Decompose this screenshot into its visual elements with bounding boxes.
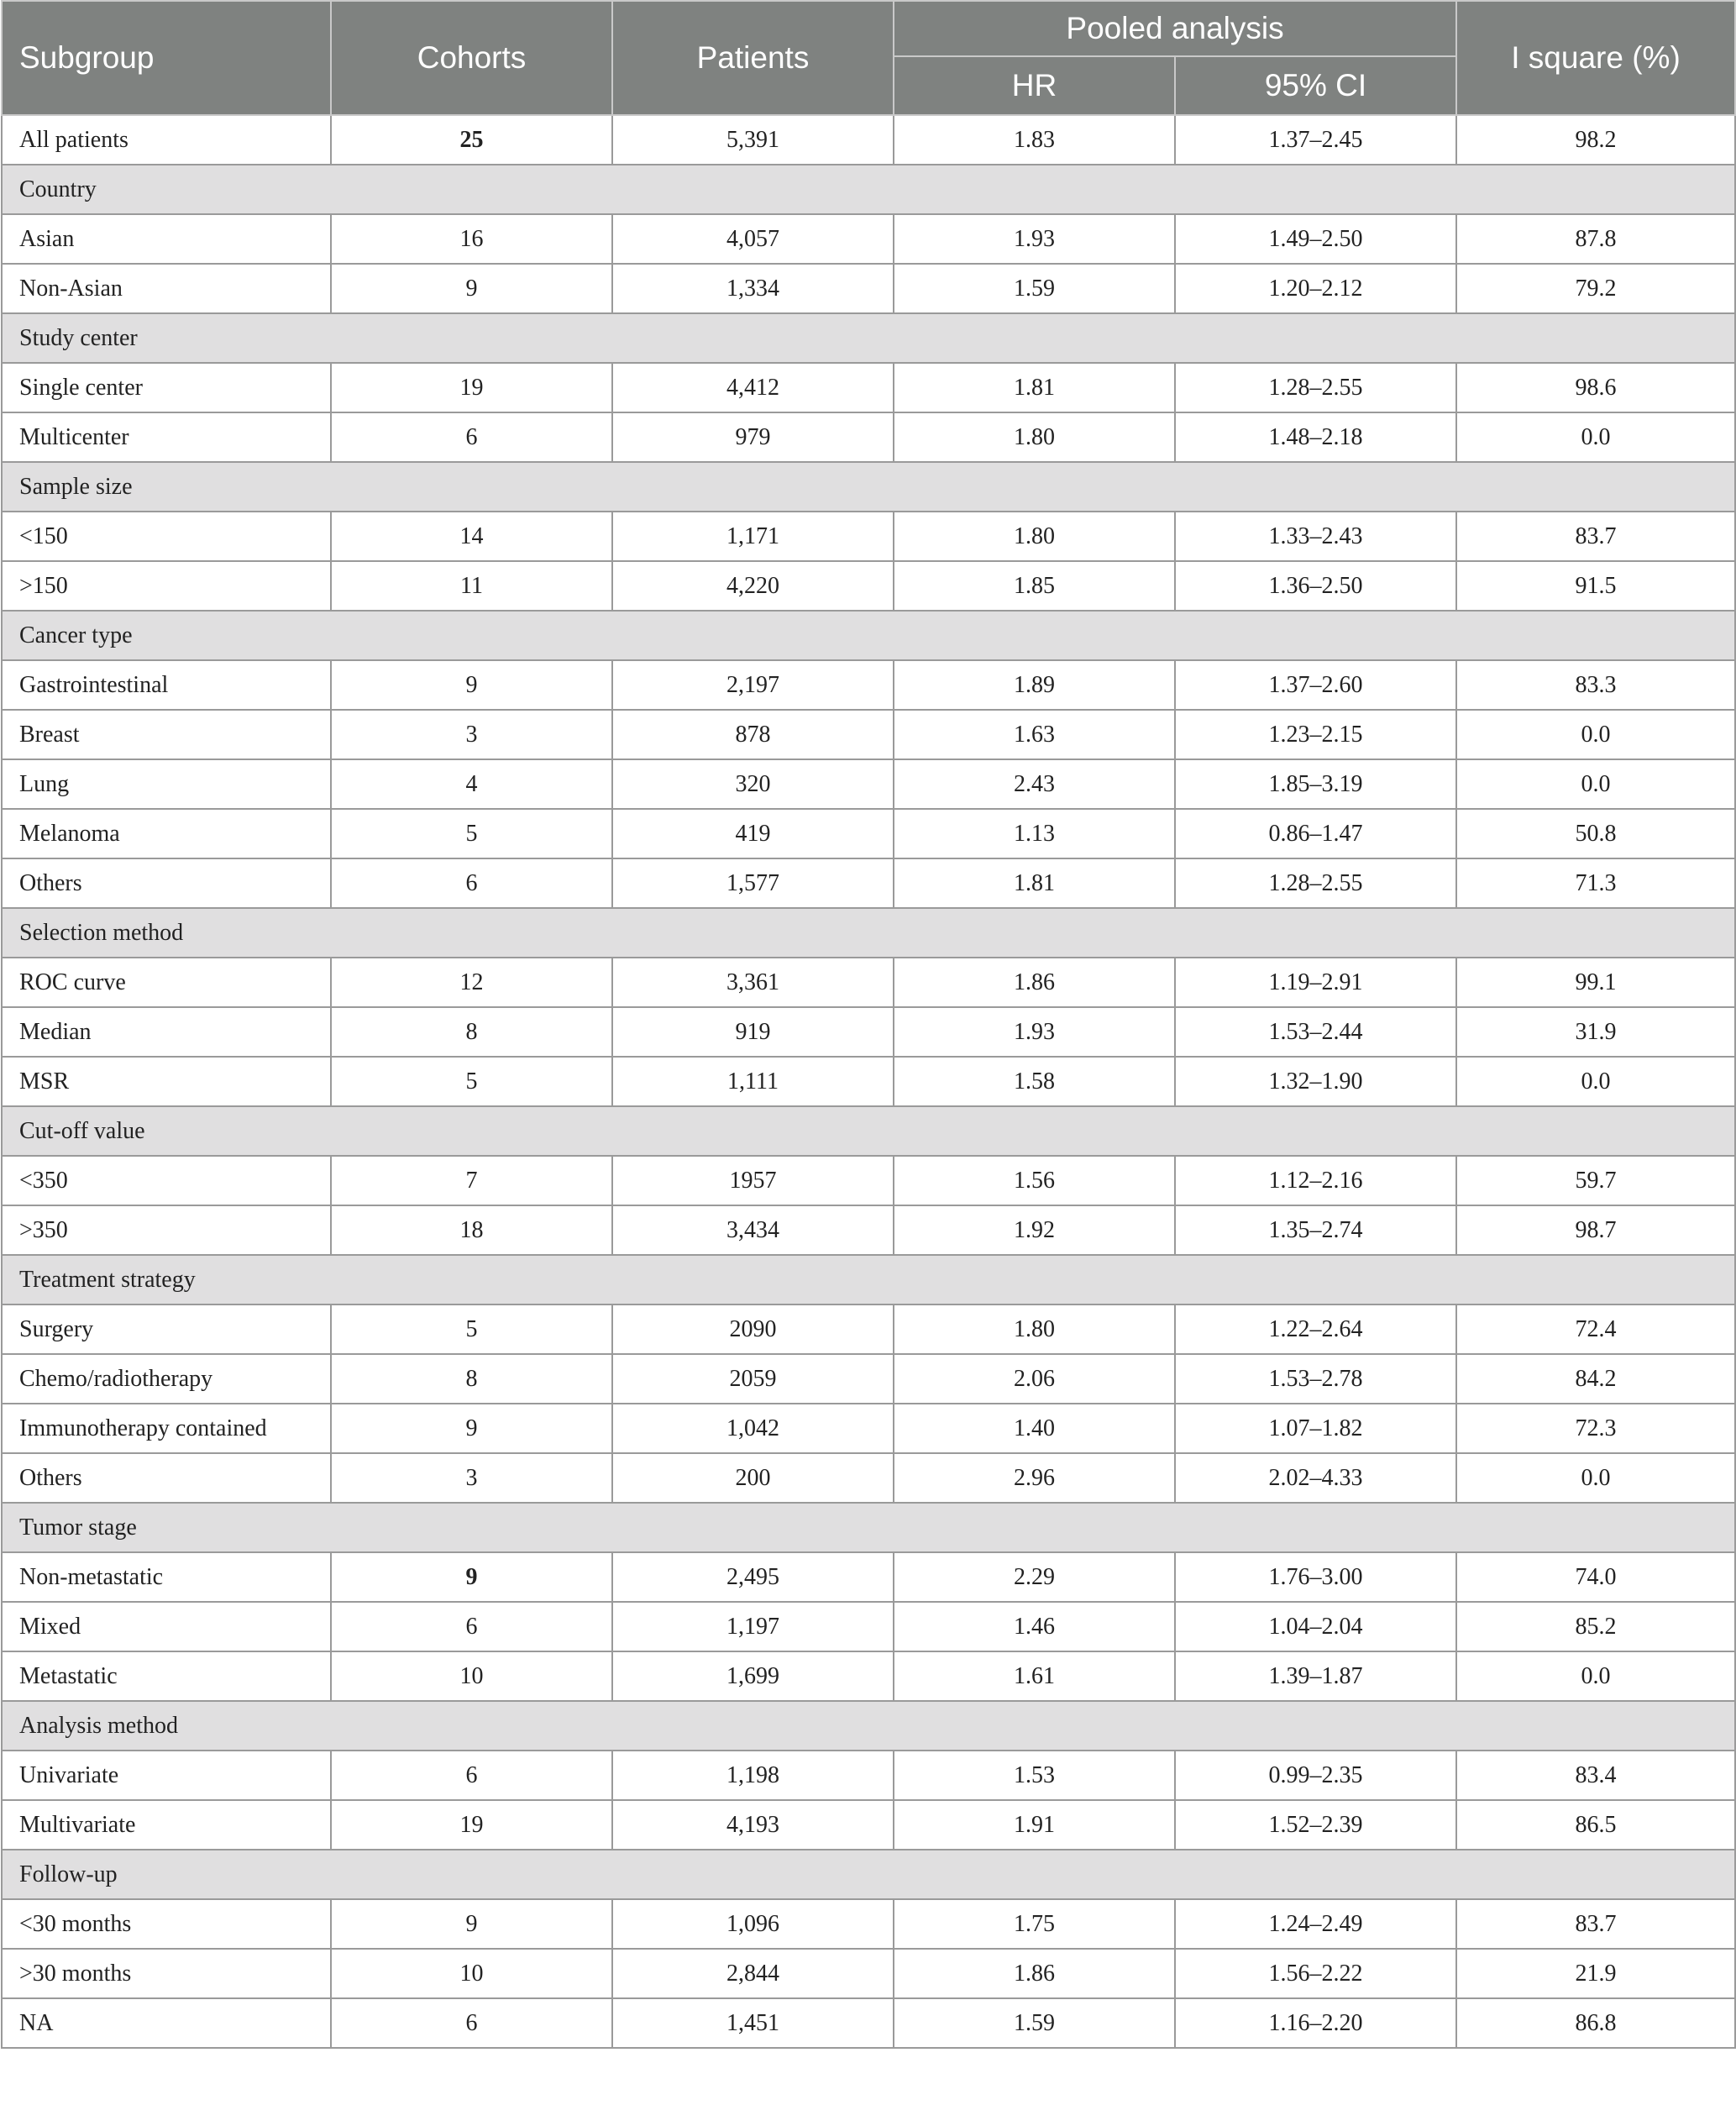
table-row xyxy=(2,660,1735,710)
cohorts-cell: 9 xyxy=(331,1899,612,1949)
i-square-cell: 83.4 xyxy=(1456,1751,1735,1800)
cohorts-cell: 5 xyxy=(331,809,612,858)
ci-cell: 1.07–1.82 xyxy=(1175,1404,1456,1453)
i-square-cell: 86.8 xyxy=(1456,1998,1735,2048)
subgroup-cell: Lung xyxy=(2,759,331,809)
ci-cell: 1.24–2.49 xyxy=(1175,1899,1456,1949)
table-row xyxy=(2,809,1735,858)
header-hr: HR xyxy=(894,56,1175,115)
table-row xyxy=(2,1304,1735,1354)
i-square-cell: 79.2 xyxy=(1456,264,1735,313)
header-cohorts: Cohorts xyxy=(331,1,612,115)
subgroup-cell: Chemo/radiotherapy xyxy=(2,1354,331,1404)
i-square-cell: 0.0 xyxy=(1456,1453,1735,1503)
ci-cell: 1.35–2.74 xyxy=(1175,1205,1456,1255)
subgroup-cell: >350 xyxy=(2,1205,331,1255)
i-square-cell: 98.2 xyxy=(1456,115,1735,165)
header-i-square: I square (%) xyxy=(1456,1,1735,115)
hr-cell: 1.80 xyxy=(894,412,1175,462)
hr-cell: 1.59 xyxy=(894,1998,1175,2048)
patients-cell: 320 xyxy=(612,759,894,809)
patients-cell: 5,391 xyxy=(612,115,894,165)
i-square-cell: 87.8 xyxy=(1456,214,1735,264)
ci-cell: 1.52–2.39 xyxy=(1175,1800,1456,1850)
hr-cell: 1.46 xyxy=(894,1602,1175,1651)
hr-cell: 1.59 xyxy=(894,264,1175,313)
patients-cell: 1,042 xyxy=(612,1404,894,1453)
patients-cell: 3,434 xyxy=(612,1205,894,1255)
cohorts-cell: 6 xyxy=(331,412,612,462)
group-header-row xyxy=(2,1503,1735,1552)
ci-cell: 1.56–2.22 xyxy=(1175,1949,1456,1998)
subgroup-cell: Single center xyxy=(2,363,331,412)
i-square-cell: 99.1 xyxy=(1456,958,1735,1007)
ci-cell: 1.49–2.50 xyxy=(1175,214,1456,264)
table-row xyxy=(2,1205,1735,1255)
group-header-row xyxy=(2,908,1735,958)
subgroup-cell: ROC curve xyxy=(2,958,331,1007)
cohorts-cell: 5 xyxy=(331,1057,612,1106)
subgroup-cell: Non-Asian xyxy=(2,264,331,313)
table-row xyxy=(2,1800,1735,1850)
cohorts-cell: 12 xyxy=(331,958,612,1007)
i-square-cell: 31.9 xyxy=(1456,1007,1735,1057)
group-label: Cancer type xyxy=(2,611,1735,660)
hr-cell: 1.40 xyxy=(894,1404,1175,1453)
table-row xyxy=(2,1998,1735,2048)
table-body xyxy=(2,115,1735,2048)
subgroup-cell: Univariate xyxy=(2,1751,331,1800)
hr-cell: 1.89 xyxy=(894,660,1175,710)
table-row xyxy=(2,363,1735,412)
header-pooled-analysis: Pooled analysis xyxy=(894,1,1456,56)
table-row xyxy=(2,1404,1735,1453)
hr-cell: 1.81 xyxy=(894,363,1175,412)
ci-cell: 1.37–2.45 xyxy=(1175,115,1456,165)
table-header xyxy=(2,1,1735,115)
patients-cell: 1,699 xyxy=(612,1651,894,1701)
table-row xyxy=(2,1651,1735,1701)
header-subgroup: Subgroup xyxy=(2,1,331,115)
group-label: Tumor stage xyxy=(2,1503,1735,1552)
table-row xyxy=(2,264,1735,313)
table-row xyxy=(2,412,1735,462)
i-square-cell: 71.3 xyxy=(1456,858,1735,908)
i-square-cell: 50.8 xyxy=(1456,809,1735,858)
ci-cell: 1.23–2.15 xyxy=(1175,710,1456,759)
patients-cell: 1,111 xyxy=(612,1057,894,1106)
hr-cell: 2.29 xyxy=(894,1552,1175,1602)
hr-cell: 1.93 xyxy=(894,214,1175,264)
cohorts-cell: 3 xyxy=(331,1453,612,1503)
hr-cell: 1.13 xyxy=(894,809,1175,858)
cohorts-cell: 6 xyxy=(331,1998,612,2048)
patients-cell: 1,198 xyxy=(612,1751,894,1800)
i-square-cell: 0.0 xyxy=(1456,1057,1735,1106)
hr-cell: 1.86 xyxy=(894,1949,1175,1998)
group-label: Study center xyxy=(2,313,1735,363)
group-label: Analysis method xyxy=(2,1701,1735,1751)
hr-cell: 1.92 xyxy=(894,1205,1175,1255)
ci-cell: 0.86–1.47 xyxy=(1175,809,1456,858)
patients-cell: 1,577 xyxy=(612,858,894,908)
hr-cell: 2.43 xyxy=(894,759,1175,809)
patients-cell: 1,171 xyxy=(612,512,894,561)
hr-cell: 1.75 xyxy=(894,1899,1175,1949)
group-label: Selection method xyxy=(2,908,1735,958)
i-square-cell: 98.6 xyxy=(1456,363,1735,412)
hr-cell: 1.56 xyxy=(894,1156,1175,1205)
patients-cell: 4,193 xyxy=(612,1800,894,1850)
i-square-cell: 74.0 xyxy=(1456,1552,1735,1602)
table-row xyxy=(2,958,1735,1007)
patients-cell: 4,220 xyxy=(612,561,894,611)
hr-cell: 1.80 xyxy=(894,512,1175,561)
patients-cell: 4,057 xyxy=(612,214,894,264)
cohorts-cell: 9 xyxy=(331,660,612,710)
cohorts-cell: 6 xyxy=(331,1751,612,1800)
patients-cell: 2090 xyxy=(612,1304,894,1354)
cohorts-cell: 9 xyxy=(331,1552,612,1602)
table-row xyxy=(2,1949,1735,1998)
table-row xyxy=(2,1057,1735,1106)
hr-cell: 1.61 xyxy=(894,1651,1175,1701)
table-row xyxy=(2,1552,1735,1602)
cohorts-cell: 6 xyxy=(331,1602,612,1651)
subgroup-cell: >30 months xyxy=(2,1949,331,1998)
cohorts-cell: 16 xyxy=(331,214,612,264)
i-square-cell: 0.0 xyxy=(1456,412,1735,462)
cohorts-cell: 10 xyxy=(331,1651,612,1701)
subgroup-cell: Immunotherapy contained xyxy=(2,1404,331,1453)
ci-cell: 1.19–2.91 xyxy=(1175,958,1456,1007)
table-row xyxy=(2,858,1735,908)
group-header-row xyxy=(2,1255,1735,1304)
ci-cell: 1.53–2.44 xyxy=(1175,1007,1456,1057)
patients-cell: 4,412 xyxy=(612,363,894,412)
table-row xyxy=(2,1602,1735,1651)
cohorts-cell: 3 xyxy=(331,710,612,759)
hr-cell: 1.83 xyxy=(894,115,1175,165)
subgroup-cell: Others xyxy=(2,858,331,908)
cohorts-cell: 9 xyxy=(331,264,612,313)
subgroup-cell: Mixed xyxy=(2,1602,331,1651)
patients-cell: 1,334 xyxy=(612,264,894,313)
patients-cell: 1,096 xyxy=(612,1899,894,1949)
subgroup-cell: Breast xyxy=(2,710,331,759)
cohorts-cell: 9 xyxy=(331,1404,612,1453)
hr-cell: 1.91 xyxy=(894,1800,1175,1850)
subgroup-cell: Multicenter xyxy=(2,412,331,462)
ci-cell: 0.99–2.35 xyxy=(1175,1751,1456,1800)
table-row xyxy=(2,1007,1735,1057)
ci-cell: 1.53–2.78 xyxy=(1175,1354,1456,1404)
cohorts-cell: 7 xyxy=(331,1156,612,1205)
subgroup-cell: <350 xyxy=(2,1156,331,1205)
group-label: Treatment strategy xyxy=(2,1255,1735,1304)
patients-cell: 2,844 xyxy=(612,1949,894,1998)
cohorts-cell: 25 xyxy=(331,115,612,165)
cohorts-cell: 8 xyxy=(331,1354,612,1404)
patients-cell: 2059 xyxy=(612,1354,894,1404)
table-row xyxy=(2,1453,1735,1503)
table-row xyxy=(2,512,1735,561)
ci-cell: 2.02–4.33 xyxy=(1175,1453,1456,1503)
cohorts-cell: 18 xyxy=(331,1205,612,1255)
subgroup-cell: Others xyxy=(2,1453,331,1503)
hr-cell: 2.06 xyxy=(894,1354,1175,1404)
patients-cell: 1957 xyxy=(612,1156,894,1205)
hr-cell: 1.53 xyxy=(894,1751,1175,1800)
group-header-row xyxy=(2,462,1735,512)
table-row xyxy=(2,1354,1735,1404)
i-square-cell: 91.5 xyxy=(1456,561,1735,611)
header-patients: Patients xyxy=(612,1,894,115)
patients-cell: 2,495 xyxy=(612,1552,894,1602)
ci-cell: 1.48–2.18 xyxy=(1175,412,1456,462)
subgroup-cell: Metastatic xyxy=(2,1651,331,1701)
patients-cell: 2,197 xyxy=(612,660,894,710)
i-square-cell: 0.0 xyxy=(1456,1651,1735,1701)
ci-cell: 1.76–3.00 xyxy=(1175,1552,1456,1602)
ci-cell: 1.16–2.20 xyxy=(1175,1998,1456,2048)
i-square-cell: 83.7 xyxy=(1456,1899,1735,1949)
subgroup-cell: Multivariate xyxy=(2,1800,331,1850)
cohorts-cell: 5 xyxy=(331,1304,612,1354)
subgroup-cell: MSR xyxy=(2,1057,331,1106)
patients-cell: 1,197 xyxy=(612,1602,894,1651)
patients-cell: 3,361 xyxy=(612,958,894,1007)
subgroup-cell: All patients xyxy=(2,115,331,165)
ci-cell: 1.32–1.90 xyxy=(1175,1057,1456,1106)
table-row xyxy=(2,710,1735,759)
ci-cell: 1.04–2.04 xyxy=(1175,1602,1456,1651)
ci-cell: 1.39–1.87 xyxy=(1175,1651,1456,1701)
hr-cell: 1.63 xyxy=(894,710,1175,759)
patients-cell: 919 xyxy=(612,1007,894,1057)
cohorts-cell: 6 xyxy=(331,858,612,908)
ci-cell: 1.85–3.19 xyxy=(1175,759,1456,809)
patients-cell: 200 xyxy=(612,1453,894,1503)
hr-cell: 1.80 xyxy=(894,1304,1175,1354)
table-row xyxy=(2,115,1735,165)
i-square-cell: 98.7 xyxy=(1456,1205,1735,1255)
i-square-cell: 84.2 xyxy=(1456,1354,1735,1404)
patients-cell: 1,451 xyxy=(612,1998,894,2048)
group-label: Sample size xyxy=(2,462,1735,512)
hr-cell: 1.93 xyxy=(894,1007,1175,1057)
subgroup-analysis-table xyxy=(1,0,1736,2049)
subgroup-cell: Median xyxy=(2,1007,331,1057)
cohorts-cell: 8 xyxy=(331,1007,612,1057)
group-header-row xyxy=(2,1850,1735,1899)
i-square-cell: 21.9 xyxy=(1456,1949,1735,1998)
i-square-cell: 0.0 xyxy=(1456,759,1735,809)
group-label: Country xyxy=(2,165,1735,214)
table-row xyxy=(2,214,1735,264)
cohorts-cell: 14 xyxy=(331,512,612,561)
ci-cell: 1.33–2.43 xyxy=(1175,512,1456,561)
subgroup-cell: Gastrointestinal xyxy=(2,660,331,710)
i-square-cell: 83.3 xyxy=(1456,660,1735,710)
i-square-cell: 0.0 xyxy=(1456,710,1735,759)
hr-cell: 1.86 xyxy=(894,958,1175,1007)
hr-cell: 1.58 xyxy=(894,1057,1175,1106)
header-ci: 95% CI xyxy=(1175,56,1456,115)
subgroup-cell: NA xyxy=(2,1998,331,2048)
hr-cell: 2.96 xyxy=(894,1453,1175,1503)
cohorts-cell: 19 xyxy=(331,363,612,412)
group-header-row xyxy=(2,1701,1735,1751)
i-square-cell: 72.3 xyxy=(1456,1404,1735,1453)
group-label: Cut-off value xyxy=(2,1106,1735,1156)
group-header-row xyxy=(2,611,1735,660)
subgroup-cell: <150 xyxy=(2,512,331,561)
patients-cell: 979 xyxy=(612,412,894,462)
subgroup-cell: Non-metastatic xyxy=(2,1552,331,1602)
group-header-row xyxy=(2,313,1735,363)
cohorts-cell: 4 xyxy=(331,759,612,809)
table-row xyxy=(2,1156,1735,1205)
cohorts-cell: 10 xyxy=(331,1949,612,1998)
table-row xyxy=(2,759,1735,809)
ci-cell: 1.12–2.16 xyxy=(1175,1156,1456,1205)
group-header-row xyxy=(2,1106,1735,1156)
table-row xyxy=(2,1751,1735,1800)
ci-cell: 1.20–2.12 xyxy=(1175,264,1456,313)
subgroup-cell: Asian xyxy=(2,214,331,264)
group-label: Follow-up xyxy=(2,1850,1735,1899)
hr-cell: 1.85 xyxy=(894,561,1175,611)
i-square-cell: 85.2 xyxy=(1456,1602,1735,1651)
ci-cell: 1.37–2.60 xyxy=(1175,660,1456,710)
i-square-cell: 59.7 xyxy=(1456,1156,1735,1205)
table-row xyxy=(2,1899,1735,1949)
cohorts-cell: 11 xyxy=(331,561,612,611)
subgroup-cell: Melanoma xyxy=(2,809,331,858)
cohorts-cell: 19 xyxy=(331,1800,612,1850)
i-square-cell: 83.7 xyxy=(1456,512,1735,561)
table-row xyxy=(2,561,1735,611)
ci-cell: 1.28–2.55 xyxy=(1175,858,1456,908)
subgroup-cell: >150 xyxy=(2,561,331,611)
patients-cell: 419 xyxy=(612,809,894,858)
subgroup-cell: <30 months xyxy=(2,1899,331,1949)
i-square-cell: 72.4 xyxy=(1456,1304,1735,1354)
group-header-row xyxy=(2,165,1735,214)
subgroup-cell: Surgery xyxy=(2,1304,331,1354)
ci-cell: 1.22–2.64 xyxy=(1175,1304,1456,1354)
hr-cell: 1.81 xyxy=(894,858,1175,908)
ci-cell: 1.36–2.50 xyxy=(1175,561,1456,611)
ci-cell: 1.28–2.55 xyxy=(1175,363,1456,412)
patients-cell: 878 xyxy=(612,710,894,759)
i-square-cell: 86.5 xyxy=(1456,1800,1735,1850)
